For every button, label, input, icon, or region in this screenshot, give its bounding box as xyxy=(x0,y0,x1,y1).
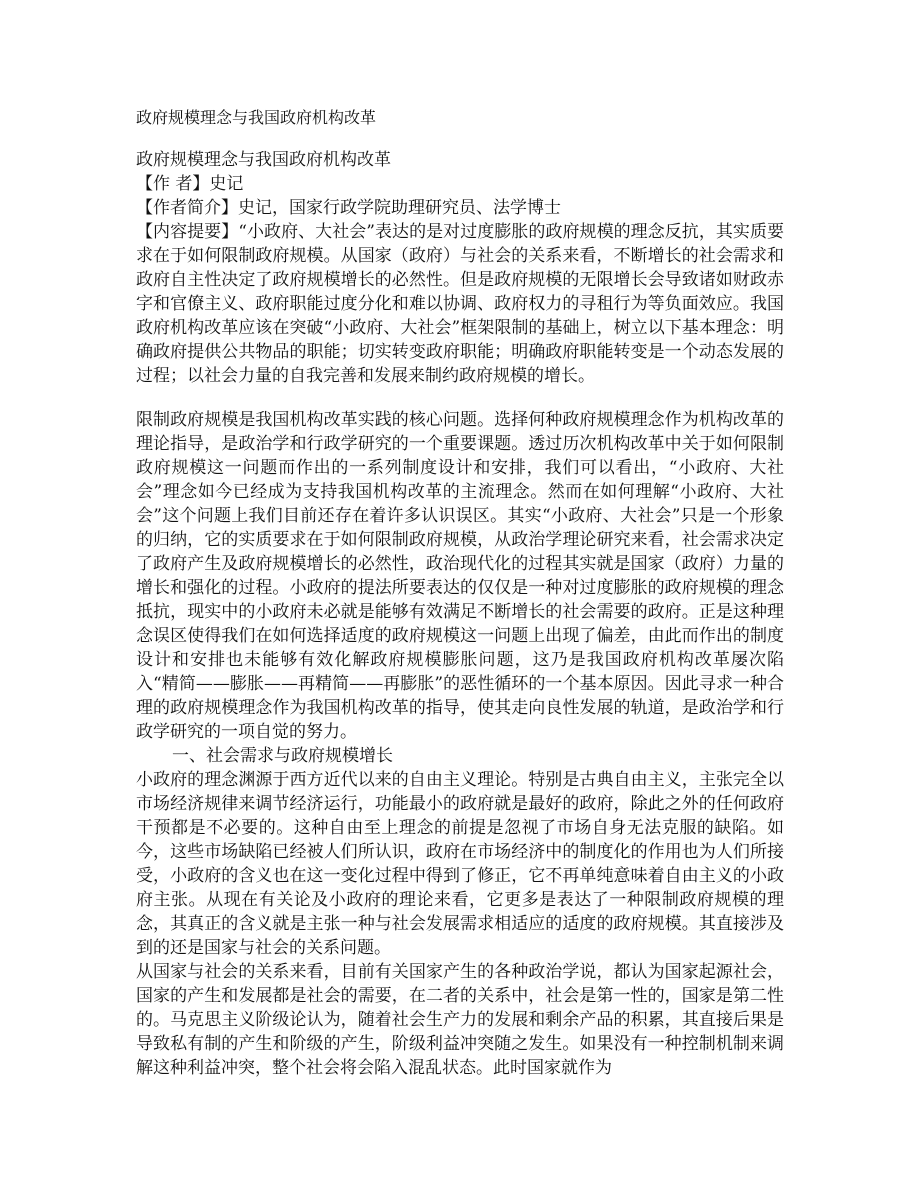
author-line: 【作 者】史记 xyxy=(136,174,244,194)
section-heading: 一、社会需求与政府规模增长 xyxy=(172,746,393,766)
article-title: 政府规模理念与我国政府机构改革 xyxy=(136,150,391,170)
document-body xyxy=(136,148,784,1080)
body-paragraph: 小政府的理念渊源于西方近代以来的自由主义理论。特别是古典自由主义，主张完全以市场经济规律来调节经济运行，功能最小的政府就是最好的政府，除此之外的任何政府干预都是不必要的。这种自由至上理念的前提是忽视了市场自身无法克服的缺陷。如今，这些市场缺陷已经被人们所认识，政府在市场经济中的制度化的作用也为人们所接受，小政府的含义也在这一变化过程中得到了修正，它不再单纯意味着自由主义的小政府主张。从现在有关论及小政府的理论来看，它更多是表达了一种限制政府规模的理念，其真正的含义就是主张一种与社会发展需求相适应的适度的政府规模。其直接涉及到的还是国家与社会的关系问题。 xyxy=(136,770,784,958)
intro-paragraph: 限制政府规模是我国机构改革实践的核心问题。选择何种政府规模理念作为机构改革的理论指导，是政治学和行政学研究的一个重要课题。透过历次机构改革中关于如何限制政府规模这一问题而作出的一系列制度设计和安排，我们可以看出，“小政府、大社会”理念如今已经成为支持我国机构改革的主流理念。然而在如何理解“小政府、大社会”这个问题上我们目前还存在着许多认识误区。其实“小政府、大社会”只是一个形象的归纳，它的实质要求在于如何限制政府规模，从政治学理论研究来看，社会需求决定了政府产生及政府规模增长的必然性，政治现代化的过程其实就是国家（政府）力量的增长和强化的过程。小政府的提法所要表达的仅仅是一种对过度膨胀的政府规模的理念抵抗，现实中的小政府未必就是能够有效满足不断增长的社会需要的政府。正是这种理念误区使得我们在如何选择适度的政府规模这一问题上出现了偏差，由此而作出的制度设计和安排也未能够有效化解政府规模膨胀问题，这乃是我国政府机构改革屡次陷入“精简——膨胀——再精简——再膨胀”的恶性循环的一个基本原因。因此寻求一种合理的政府规模理念作为我国机构改革的指导，使其走向良性发展的轨道，是政治学和行政学研究的一项自觉的努力。 xyxy=(136,410,784,742)
paragraph-gap xyxy=(136,388,784,408)
abstract-paragraph: 【内容提要】“小政府、大社会”表达的是对过度膨胀的政府规模的理念反抗，其实质要求在于如何限制政府规模。从国家（政府）与社会的关系来看，不断增长的社会需求和政府自主性决定了政府规模增长的必然性。但是政府规模的无限增长会导致诸如财政赤字和官僚主义、政府职能过度分化和难以协调、政府权力的寻租行为等负面效应。我国政府机构改革应该在突破“小政府、大社会”框架限制的基础上，树立以下基本理念：明确政府提供公共物品的职能；切实转变政府职能；明确政府职能转变是一个动态发展的过程；以社会力量的自我完善和发展来制约政府规模的增长。 xyxy=(136,222,784,386)
body-paragraph: 从国家与社会的关系来看，目前有关国家产生的各种政治学说，都认为国家起源社会，国家的产生和发展都是社会的需要，在二者的关系中，社会是第一性的，国家是第二性的。马克思主义阶级论认为，随着社会生产力的发展和剩余产品的积累，其直接后果是导致私有制的产生和阶级的产生，阶级利益冲突随之发生。如果没有一种控制机制来调解这种利益冲突，整个社会将会陷入混乱状态。此时国家就作为 xyxy=(136,962,784,1078)
document-title: 政府规模理念与我国政府机构改革 xyxy=(136,108,377,127)
author-intro: 【作者简介】史记，国家行政学院助理研究员、法学博士 xyxy=(136,198,561,218)
